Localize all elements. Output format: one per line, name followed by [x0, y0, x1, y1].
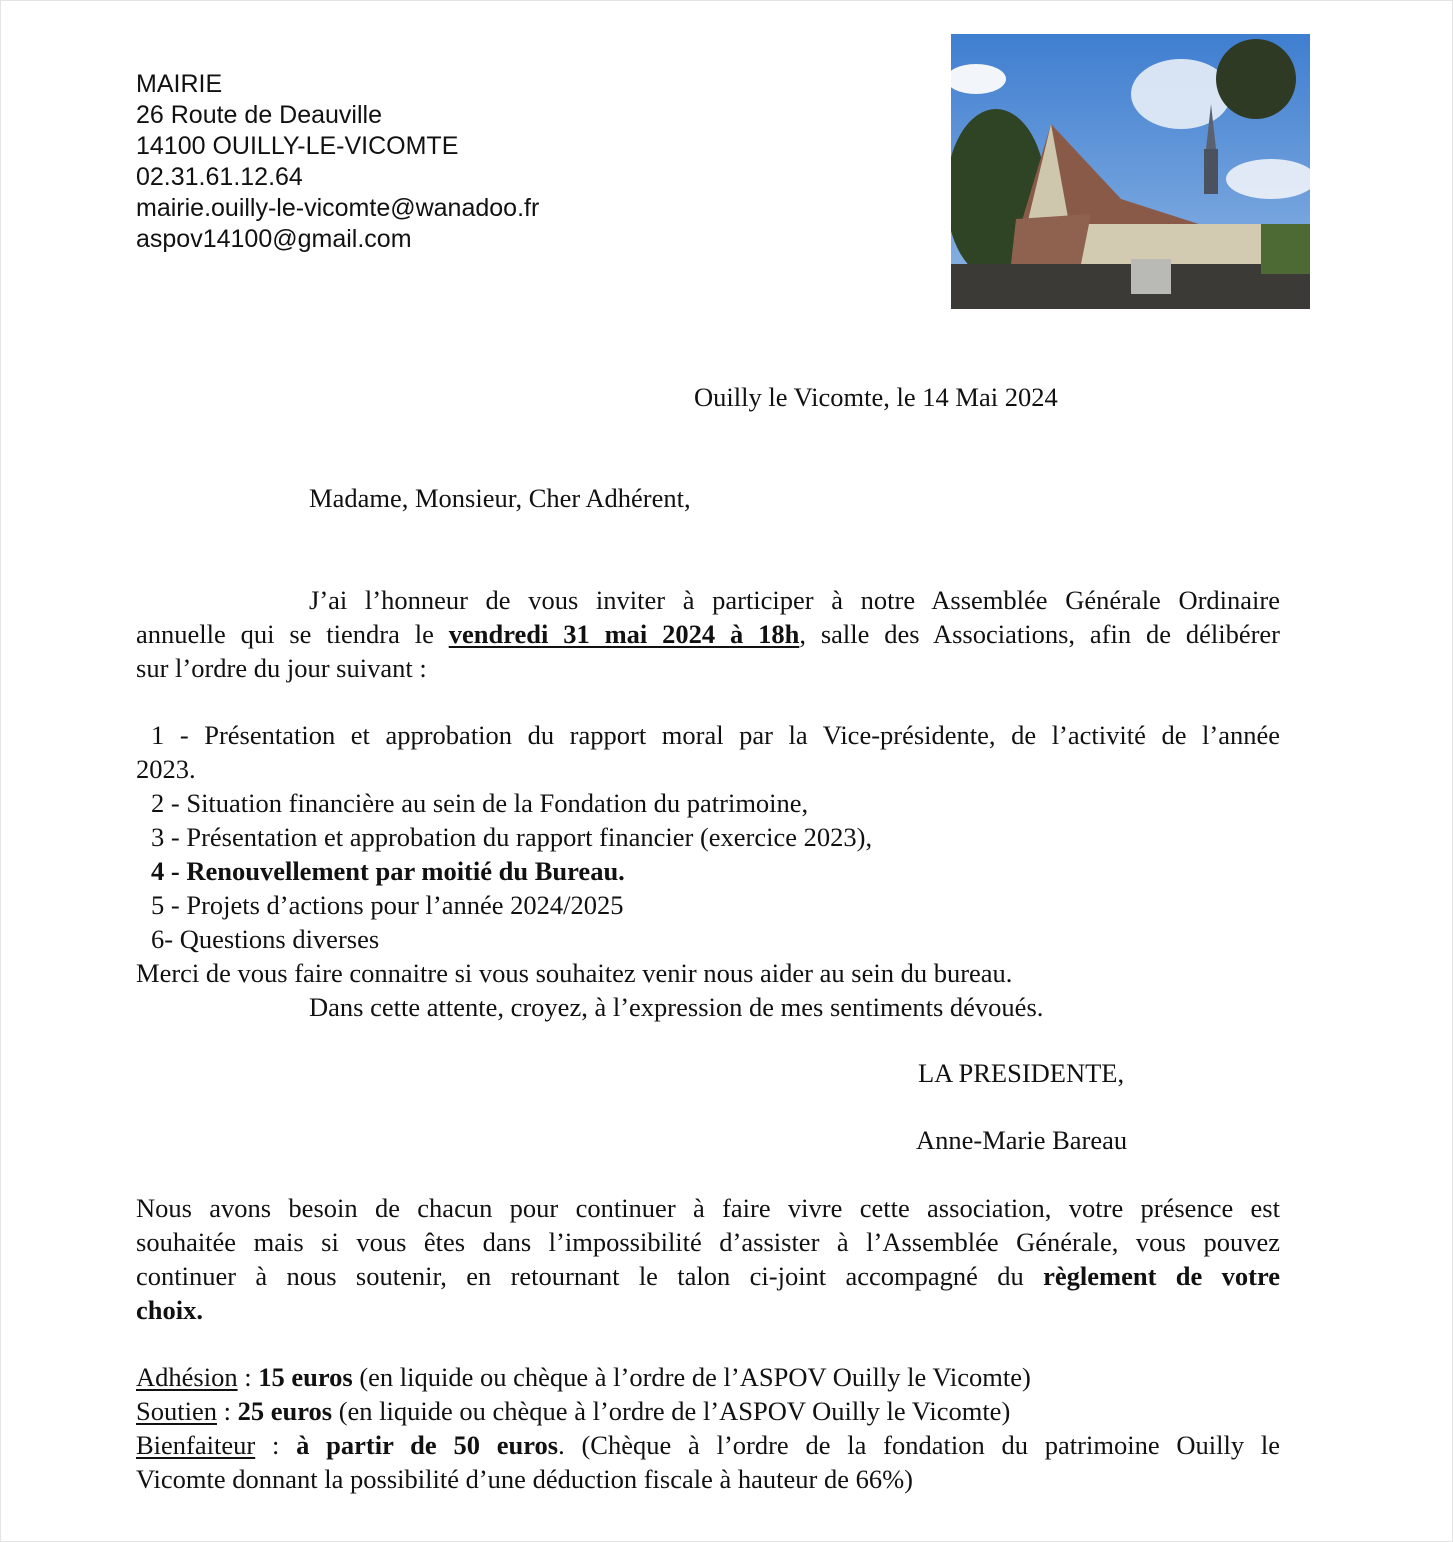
- address-line: 26 Route de Deauville: [136, 101, 382, 129]
- label: Bienfaiteur: [136, 1430, 256, 1460]
- label: Soutien: [136, 1396, 217, 1426]
- intro-line: J’ai l’honneur de vous inviter à participer à notre Assemblée Générale Ordinaire: [309, 585, 1280, 615]
- sep: :: [255, 1430, 297, 1460]
- signature-title: LA PRESIDENTE,: [918, 1058, 1125, 1088]
- meeting-date: vendredi 31 mai 2024 à 18h: [448, 619, 800, 649]
- agenda-item: 5 - Projets d’actions pour l’année 2024/2025: [151, 890, 624, 920]
- church-photo: [951, 34, 1310, 309]
- amount: 15 euros: [258, 1362, 353, 1392]
- text: annuelle qui se tiendra le: [136, 619, 449, 649]
- appeal-line: [136, 1259, 1280, 1293]
- closing-line: Dans cette attente, croyez, à l’expression de mes sentiments dévoués.: [309, 992, 1044, 1022]
- appeal-line: souhaitée mais si vous êtes dans l’impossibilité d’assister à l’Assemblée Générale, vous pouvez: [136, 1227, 1280, 1257]
- email: aspov14100@gmail.com: [136, 225, 412, 253]
- agenda-item: 2 - Situation financière au sein de la Fondation du patrimoine,: [151, 788, 809, 818]
- intro-paragraph: [136, 583, 1280, 685]
- intro-line: [136, 617, 1280, 651]
- note: Vicomte donnant la possibilité d’une déduction fiscale à hauteur de 66%): [136, 1464, 913, 1494]
- agenda-item: 6- Questions diverses: [151, 924, 380, 954]
- sep: :: [237, 1362, 259, 1392]
- sender-address: [136, 69, 539, 255]
- address-line: 14100 OUILLY-LE-VICOMTE: [136, 132, 459, 160]
- amount: à partir de 50 euros: [296, 1430, 559, 1460]
- label: Adhésion: [136, 1362, 238, 1392]
- membership-soutien: [136, 1394, 1280, 1428]
- agenda-item: 2023.: [136, 754, 196, 784]
- appeal-line: Nous avons besoin de chacun pour continuer à faire vivre cette association, votre présence est: [136, 1193, 1280, 1223]
- note: (en liquide ou chèque à l’ordre de l’ASPOV Ouilly le Vicomte): [352, 1362, 1031, 1392]
- agenda-item: 4 - Renouvellement par moitié du Bureau.: [151, 856, 625, 886]
- sep: :: [216, 1396, 238, 1426]
- text: , salle des Associations, afin de délibérer: [799, 619, 1281, 649]
- agenda-list: [136, 718, 1280, 1024]
- agenda-item: 3 - Présentation et approbation du rapport financier (exercice 2023),: [151, 822, 873, 852]
- address-line: MAIRIE: [136, 70, 223, 98]
- text: continuer à nous soutenir, en retournant le talon ci-joint accompagné du: [136, 1261, 1044, 1291]
- email: mairie.ouilly-le-vicomte@wanadoo.fr: [136, 194, 540, 222]
- appeal-paragraph: [136, 1191, 1280, 1327]
- appeal-line: choix.: [136, 1295, 203, 1325]
- note: (en liquide ou chèque à l’ordre de l’ASPOV Ouilly le Vicomte): [332, 1396, 1011, 1426]
- salutation: Madame, Monsieur, Cher Adhérent,: [309, 483, 691, 513]
- membership-options: [136, 1360, 1280, 1496]
- phone: 02.31.61.12.64: [136, 163, 303, 191]
- membership-bienfaiteur: [136, 1428, 1280, 1462]
- membership-adhesion: [136, 1360, 1280, 1394]
- closing-line: Merci de vous faire connaitre si vous souhaitez venir nous aider au sein du bureau.: [136, 958, 1013, 988]
- amount: 25 euros: [237, 1396, 333, 1426]
- agenda-item: 1 - Présentation et approbation du rapport moral par la Vice-présidente, de l’activité de l’année: [151, 720, 1280, 750]
- note: . (Chèque à l’ordre de la fondation du patrimoine Ouilly le: [558, 1430, 1280, 1460]
- signature-name: Anne-Marie Bareau: [916, 1125, 1128, 1155]
- bold-text: règlement de votre: [1043, 1261, 1281, 1291]
- date-line: Ouilly le Vicomte, le 14 Mai 2024: [694, 382, 1058, 412]
- intro-line: sur l’ordre du jour suivant :: [136, 653, 427, 683]
